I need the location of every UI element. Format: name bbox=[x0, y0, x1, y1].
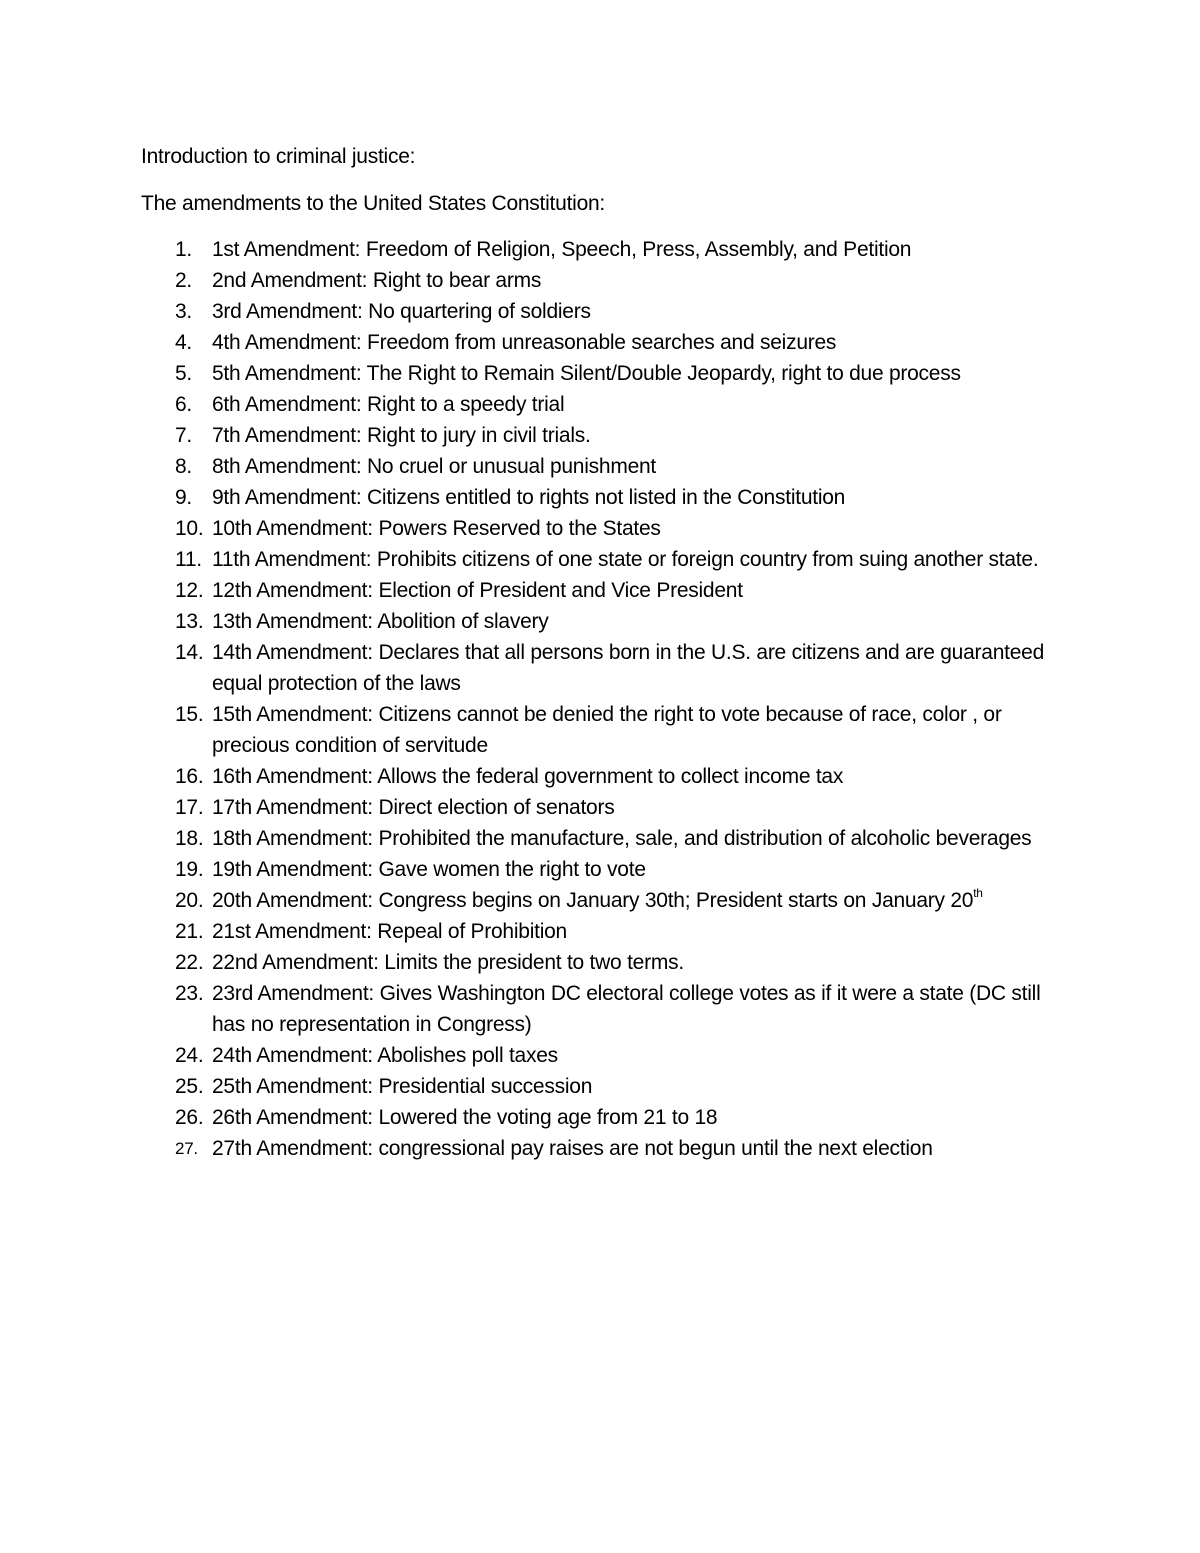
list-item bbox=[0, 327, 1072, 358]
list-item bbox=[0, 1071, 1072, 1102]
list-title: The amendments to the United States Constitution: bbox=[141, 192, 606, 215]
ordinal-superscript: th bbox=[973, 886, 983, 900]
list-item bbox=[0, 420, 1072, 451]
list-item-number: 18. bbox=[175, 827, 204, 850]
list-item-text: 17th Amendment: Direct election of senators bbox=[212, 796, 615, 819]
list-item-text: 16th Amendment: Allows the federal government to collect income tax bbox=[212, 765, 844, 788]
list-item-text: 15th Amendment: Citizens cannot be denied the right to vote because of race, color , or precious condition of servitude bbox=[212, 703, 1002, 757]
list-item-number: 24. bbox=[175, 1044, 204, 1067]
list-item bbox=[0, 265, 1072, 296]
list-item-number: 19. bbox=[175, 858, 204, 881]
intro-heading: Introduction to criminal justice: bbox=[141, 145, 416, 168]
list-item-number: 13. bbox=[175, 610, 204, 633]
list-item bbox=[0, 792, 1072, 823]
list-item-number: 5. bbox=[175, 362, 193, 385]
amendments-list bbox=[0, 234, 1200, 1164]
list-item-text: 23rd Amendment: Gives Washington DC electoral college votes as if it were a state (DC still has no representation in Congress) bbox=[212, 982, 1041, 1036]
list-item bbox=[0, 482, 1072, 513]
list-item-number: 2. bbox=[175, 269, 193, 292]
list-item bbox=[0, 885, 1072, 916]
list-item-text: 18th Amendment: Prohibited the manufacture, sale, and distribution of alcoholic beverages bbox=[212, 827, 1032, 850]
list-item bbox=[0, 916, 1072, 947]
list-item-text: 13th Amendment: Abolition of slavery bbox=[212, 610, 549, 633]
list-item bbox=[0, 451, 1072, 482]
list-item-number: 15. bbox=[175, 703, 204, 726]
list-item bbox=[0, 389, 1072, 420]
list-item-number: 22. bbox=[175, 951, 204, 974]
list-item bbox=[0, 606, 1072, 637]
list-item-text: 1st Amendment: Freedom of Religion, Speech, Press, Assembly, and Petition bbox=[212, 238, 912, 261]
list-item bbox=[0, 296, 1072, 327]
list-item-text: 9th Amendment: Citizens entitled to rights not listed in the Constitution bbox=[212, 486, 846, 509]
list-item-number: 11. bbox=[175, 548, 202, 571]
list-item bbox=[0, 854, 1072, 885]
list-item-text: 11th Amendment: Prohibits citizens of one state or foreign country from suing another state. bbox=[212, 548, 1039, 571]
list-item-number: 20. bbox=[175, 889, 204, 912]
list-item-text: 8th Amendment: No cruel or unusual punishment bbox=[212, 455, 657, 478]
list-item-number: 16. bbox=[175, 765, 204, 788]
list-item-text: 2nd Amendment: Right to bear arms bbox=[212, 269, 542, 292]
list-item bbox=[0, 761, 1072, 792]
list-item bbox=[0, 823, 1072, 854]
list-item-number: 8. bbox=[175, 455, 193, 478]
list-item-text: 3rd Amendment: No quartering of soldiers bbox=[212, 300, 591, 323]
list-item-text: 19th Amendment: Gave women the right to vote bbox=[212, 858, 646, 881]
list-item-text: 14th Amendment: Declares that all persons born in the U.S. are citizens and are guaranteed equal protection of the laws bbox=[212, 641, 1044, 695]
list-item-number: 21. bbox=[175, 920, 204, 943]
list-item-number: 26. bbox=[175, 1106, 204, 1129]
list-item bbox=[0, 544, 1072, 575]
list-item-number: 27. bbox=[175, 1139, 198, 1158]
list-item-number: 7. bbox=[175, 424, 193, 447]
list-item-text: 6th Amendment: Right to a speedy trial bbox=[212, 393, 565, 416]
list-item-text: 24th Amendment: Abolishes poll taxes bbox=[212, 1044, 558, 1067]
list-item bbox=[0, 1102, 1072, 1133]
list-item-number: 14. bbox=[175, 641, 204, 664]
list-item-number: 23. bbox=[175, 982, 204, 1005]
list-item-text: 21st Amendment: Repeal of Prohibition bbox=[212, 920, 567, 943]
list-item-text: 22nd Amendment: Limits the president to two terms. bbox=[212, 951, 684, 974]
list-item-text: 5th Amendment: The Right to Remain Silent/Double Jeopardy, right to due process bbox=[212, 362, 961, 385]
list-item-text: 7th Amendment: Right to jury in civil trials. bbox=[212, 424, 591, 447]
list-item-number: 3. bbox=[175, 300, 193, 323]
list-item-number: 25. bbox=[175, 1075, 204, 1098]
list-item-number: 1. bbox=[175, 238, 193, 261]
list-item-text: 12th Amendment: Election of President and Vice President bbox=[212, 579, 743, 602]
list-item bbox=[0, 1133, 1072, 1164]
list-item bbox=[0, 575, 1072, 606]
list-item-number: 12. bbox=[175, 579, 204, 602]
list-item-number: 4. bbox=[175, 331, 193, 354]
list-item-text: 20th Amendment: Congress begins on January 30th; President starts on January 20 bbox=[212, 889, 974, 912]
list-item-text: 25th Amendment: Presidential succession bbox=[212, 1075, 593, 1098]
list-item-number: 6. bbox=[175, 393, 193, 416]
list-item-text: 27th Amendment: congressional pay raises are not begun until the next election bbox=[212, 1137, 933, 1160]
list-item bbox=[0, 513, 1072, 544]
list-item-text: 4th Amendment: Freedom from unreasonable searches and seizures bbox=[212, 331, 837, 354]
list-item bbox=[0, 234, 1072, 265]
list-item bbox=[0, 947, 1072, 978]
list-item-number: 10. bbox=[175, 517, 204, 540]
list-item bbox=[0, 1040, 1072, 1071]
list-item-text: 10th Amendment: Powers Reserved to the States bbox=[212, 517, 661, 540]
list-item-number: 9. bbox=[175, 486, 193, 509]
list-item bbox=[0, 978, 1072, 1040]
list-item bbox=[0, 358, 1072, 389]
list-item-number: 17. bbox=[175, 796, 204, 819]
list-item bbox=[0, 637, 1072, 699]
list-item-text: 26th Amendment: Lowered the voting age from 21 to 18 bbox=[212, 1106, 718, 1129]
list-item bbox=[0, 699, 1072, 761]
